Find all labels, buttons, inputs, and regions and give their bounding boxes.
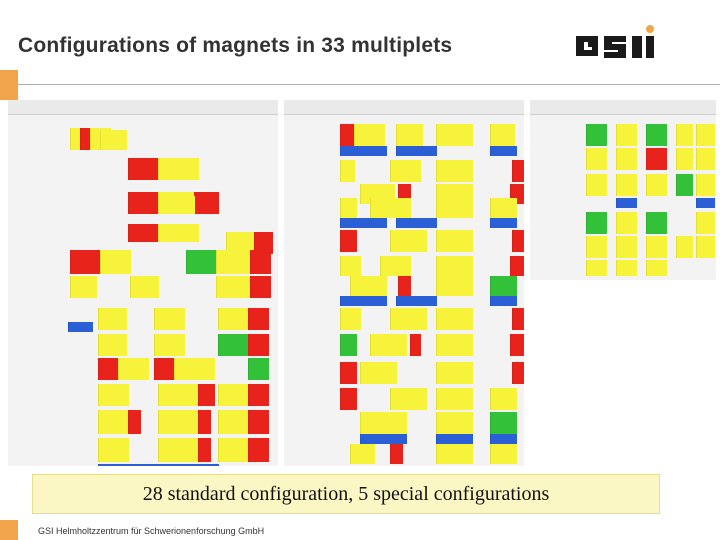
cell-group	[98, 358, 268, 380]
cell-group	[340, 230, 524, 252]
cell-group	[340, 146, 524, 156]
cell-group	[586, 198, 714, 208]
cell-group	[98, 410, 268, 434]
cell-group	[340, 256, 524, 276]
cell-group	[340, 124, 524, 146]
cell-group	[340, 412, 524, 434]
left-spreadsheet	[8, 100, 278, 466]
title-divider	[18, 84, 720, 85]
cell-group	[98, 438, 268, 462]
cell-group	[98, 334, 268, 356]
sheet-header-row	[8, 100, 278, 115]
cell-group	[340, 434, 524, 444]
cell-group	[340, 160, 524, 182]
right-spreadsheet	[530, 100, 716, 280]
cell-group	[98, 464, 218, 466]
cell-group	[98, 384, 268, 406]
cell-group	[586, 236, 714, 258]
cell-group	[340, 388, 524, 410]
cell-group	[128, 158, 198, 180]
cell-group	[98, 308, 268, 330]
caption-text: 28 standard configuration, 5 special configurations	[142, 482, 550, 505]
cell-group	[586, 174, 714, 196]
cell-group	[586, 212, 714, 234]
cell-group	[340, 276, 524, 296]
footer-text: GSI Helmholtzzentrum für Schwerionenforschung GmbH	[38, 526, 265, 536]
cell-group	[128, 224, 198, 242]
cell-group	[70, 250, 270, 274]
gsi-logo-icon	[574, 22, 684, 64]
cell-group	[340, 444, 524, 464]
page-title: Configurations of magnets in 33 multiplets	[18, 34, 453, 57]
cell-group	[68, 322, 92, 332]
cell-group	[586, 148, 714, 170]
sheet-header-row	[284, 100, 524, 115]
cell-group	[340, 218, 524, 228]
cell-group	[340, 308, 524, 330]
accent-bar-top	[0, 70, 18, 100]
cell-group	[340, 334, 524, 356]
cell-group	[340, 296, 524, 306]
cell-group	[340, 362, 524, 384]
accent-bar-bottom	[0, 520, 18, 540]
sheet-header-row	[530, 100, 716, 115]
caption-box	[32, 474, 660, 514]
cell-group	[586, 124, 714, 146]
middle-spreadsheet	[284, 100, 524, 466]
cell-group	[158, 196, 194, 214]
cell-group	[70, 276, 270, 298]
cell-group	[340, 198, 524, 218]
cell-group	[586, 260, 714, 276]
cell-group	[100, 130, 126, 150]
